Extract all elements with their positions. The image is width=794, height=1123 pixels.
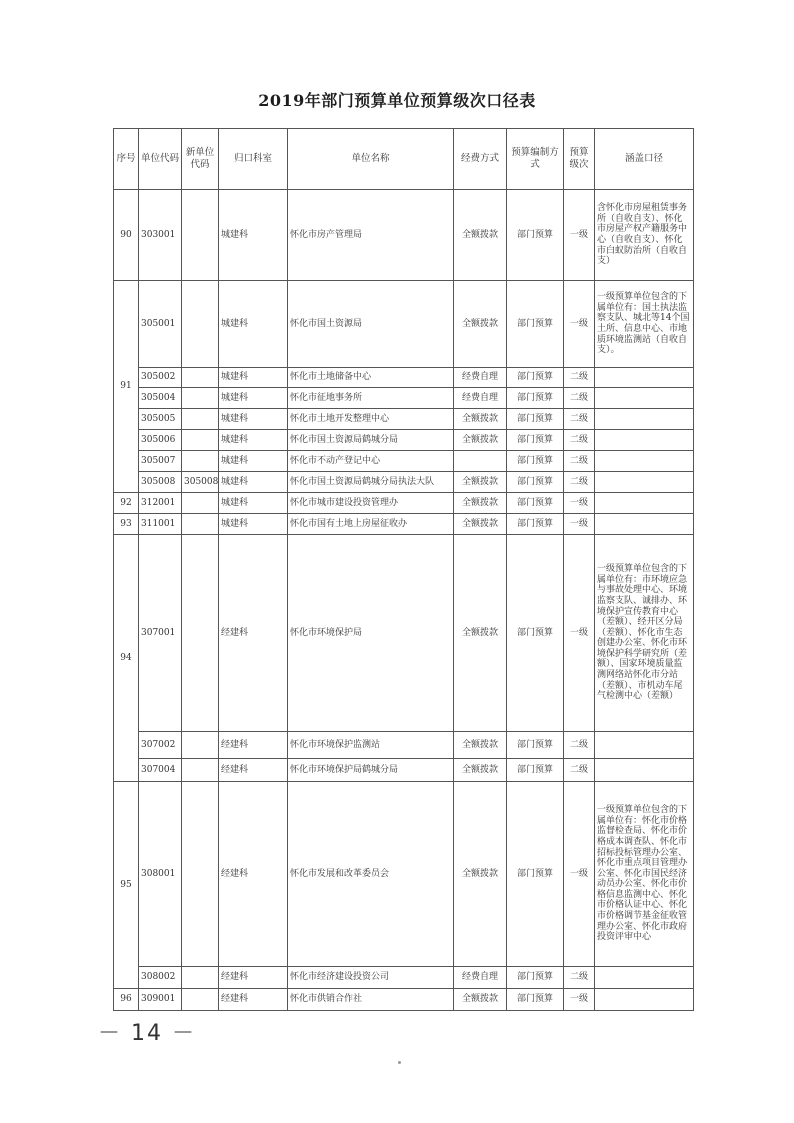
row-unit-code: 307002: [139, 732, 182, 759]
row-fund-method: 经费自理: [454, 967, 507, 989]
row-fund-method: [454, 451, 507, 472]
row-fund-method: 经费自理: [454, 368, 507, 388]
row-coverage: 含怀化市房屋租赁事务所（自收自支）、怀化市房屋产权产籍服务中心（自收自支）、怀化市白蚁防治所（自收自支）: [595, 190, 694, 281]
row-dept: 城建科: [219, 472, 288, 493]
row-unit-code: 312001: [139, 493, 182, 514]
row-new-code: [182, 281, 219, 368]
table-row: [114, 782, 694, 967]
row-unit-name: 怀化市发展和改革委员会: [288, 782, 454, 967]
table-row: [114, 989, 694, 1011]
row-budget-method: 部门预算: [507, 281, 564, 368]
row-dept: 城建科: [219, 451, 288, 472]
row-budget-method: 部门预算: [507, 514, 564, 535]
row-unit-name: 怀化市国有土地上房屋征收办: [288, 514, 454, 535]
row-unit-name: 怀化市经济建设投资公司: [288, 967, 454, 989]
row-new-code: [182, 535, 219, 732]
row-unit-code: 308001: [139, 782, 182, 967]
table-row: [114, 535, 694, 732]
row-unit-name: 怀化市国土资源局鹤城分局: [288, 430, 454, 451]
row-unit-code: 305005: [139, 409, 182, 430]
row-budget-method: 部门预算: [507, 535, 564, 732]
table-row: [114, 190, 694, 281]
row-coverage: [595, 989, 694, 1011]
row-budget-level: 一级: [564, 493, 595, 514]
row-fund-method: 全额拨款: [454, 190, 507, 281]
row-fund-method: 全额拨款: [454, 493, 507, 514]
table-row: [114, 409, 694, 430]
row-new-code: [182, 514, 219, 535]
row-unit-code: 305001: [139, 281, 182, 368]
row-seq: 93: [114, 514, 139, 535]
row-seq: 90: [114, 190, 139, 281]
page-number: － 14 －: [98, 1021, 196, 1046]
row-coverage: [595, 368, 694, 388]
table-row: [114, 430, 694, 451]
row-seq: 92: [114, 493, 139, 514]
row-budget-method: 部门预算: [507, 493, 564, 514]
row-budget-method: 部门预算: [507, 430, 564, 451]
row-new-code: [182, 190, 219, 281]
row-budget-method: 部门预算: [507, 989, 564, 1011]
row-coverage: [595, 430, 694, 451]
row-fund-method: 全额拨款: [454, 472, 507, 493]
row-unit-name: 怀化市土地开发整理中心: [288, 409, 454, 430]
row-dept: 经建科: [219, 535, 288, 732]
row-unit-name: 怀化市土地储备中心: [288, 368, 454, 388]
row-unit-code: 309001: [139, 989, 182, 1011]
table-row: [114, 732, 694, 759]
row-unit-name: 怀化市国土资源局: [288, 281, 454, 368]
row-unit-code: 307004: [139, 759, 182, 782]
row-new-code: [182, 967, 219, 989]
table-row: [114, 967, 694, 989]
row-coverage: [595, 472, 694, 493]
row-dept: 经建科: [219, 989, 288, 1011]
header-unit-code: 单位代码: [139, 129, 182, 190]
row-fund-method: 全额拨款: [454, 514, 507, 535]
row-budget-level: 二级: [564, 759, 595, 782]
header-fund-method: 经费方式: [454, 129, 507, 190]
row-budget-method: 部门预算: [507, 732, 564, 759]
header-unit-name: 单位名称: [288, 129, 454, 190]
row-coverage: [595, 409, 694, 430]
row-fund-method: 全额拨款: [454, 535, 507, 732]
table-row: [114, 368, 694, 388]
row-new-code: 305008: [182, 472, 219, 493]
row-unit-name: 怀化市环境保护监测站: [288, 732, 454, 759]
row-dept: 城建科: [219, 368, 288, 388]
row-budget-method: 部门预算: [507, 368, 564, 388]
row-unit-name: 怀化市不动产登记中心: [288, 451, 454, 472]
row-coverage: 一级预算单位包含的下属单位有：市环境应急与事故处理中心、环境监察支队、诚排办、环境保护宣传教育中心（差额）、经开区分局（差额）、怀化市生态创建办公室、怀化市环境保护科学研究所（差额）、国家环境质量监测网络站怀化市分站（差额）、市机动车尾气检测中心（差额）: [595, 535, 694, 732]
row-budget-method: 部门预算: [507, 190, 564, 281]
header-coverage: 涵盖口径: [595, 129, 694, 190]
table-row: [114, 493, 694, 514]
row-unit-code: 305008: [139, 472, 182, 493]
row-budget-method: 部门预算: [507, 759, 564, 782]
row-budget-level: 一级: [564, 989, 595, 1011]
row-new-code: [182, 409, 219, 430]
row-coverage: [595, 493, 694, 514]
budget-level-table: [113, 128, 694, 1011]
table-header-row: [114, 129, 694, 190]
row-fund-method: 全额拨款: [454, 759, 507, 782]
row-unit-name: 怀化市环境保护局: [288, 535, 454, 732]
table-row: [114, 514, 694, 535]
row-dept: 经建科: [219, 732, 288, 759]
row-new-code: [182, 989, 219, 1011]
row-dept: 经建科: [219, 759, 288, 782]
row-dept: 经建科: [219, 967, 288, 989]
row-budget-level: 二级: [564, 430, 595, 451]
row-unit-name: 怀化市征地事务所: [288, 388, 454, 409]
row-dept: 城建科: [219, 281, 288, 368]
row-budget-level: 一级: [564, 514, 595, 535]
row-budget-method: 部门预算: [507, 472, 564, 493]
row-budget-level: 一级: [564, 281, 595, 368]
row-budget-level: 二级: [564, 451, 595, 472]
row-budget-method: 部门预算: [507, 782, 564, 967]
row-fund-method: 全额拨款: [454, 281, 507, 368]
row-dept: 经建科: [219, 782, 288, 967]
row-unit-name: 怀化市城市建设投资管理办: [288, 493, 454, 514]
table-row: [114, 451, 694, 472]
row-budget-method: 部门预算: [507, 451, 564, 472]
row-unit-code: 305004: [139, 388, 182, 409]
row-budget-level: 一级: [564, 535, 595, 732]
row-new-code: [182, 388, 219, 409]
header-budget-level: 预算级次: [564, 129, 595, 190]
row-seq: 91: [114, 281, 139, 493]
header-new-code: 新单位代码: [182, 129, 219, 190]
row-unit-code: 308002: [139, 967, 182, 989]
row-new-code: [182, 759, 219, 782]
row-budget-level: 二级: [564, 472, 595, 493]
row-budget-level: 一级: [564, 190, 595, 281]
row-coverage: [595, 967, 694, 989]
row-fund-method: 全额拨款: [454, 989, 507, 1011]
row-coverage: [595, 388, 694, 409]
row-budget-level: 二级: [564, 967, 595, 989]
row-budget-level: 二级: [564, 388, 595, 409]
row-unit-name: 怀化市房产管理局: [288, 190, 454, 281]
row-new-code: [182, 430, 219, 451]
row-new-code: [182, 782, 219, 967]
row-new-code: [182, 368, 219, 388]
row-unit-code: 305007: [139, 451, 182, 472]
row-dept: 城建科: [219, 190, 288, 281]
row-coverage: [595, 514, 694, 535]
row-unit-name: 怀化市环境保护局鹤城分局: [288, 759, 454, 782]
row-unit-code: 307001: [139, 535, 182, 732]
row-new-code: [182, 493, 219, 514]
row-new-code: [182, 732, 219, 759]
header-budget-method: 预算编制方式: [507, 129, 564, 190]
row-fund-method: 全额拨款: [454, 430, 507, 451]
table-row: [114, 759, 694, 782]
row-dept: 城建科: [219, 409, 288, 430]
row-coverage: [595, 451, 694, 472]
row-coverage: 一级预算单位包含的下属单位有：怀化市价格监督检查局、怀化市价格成本调查队、怀化市招标投标管理办公室、怀化市重点项目管理办公室、怀化市国民经济动员办公室、怀化市价格信息监测中心、怀化市价格认证中心、怀化市价格调节基金征收管理办公室、怀化市政府投资评审中心: [595, 782, 694, 967]
page-title: 2019年部门预算单位预算级次口径表: [258, 91, 536, 110]
row-budget-method: 部门预算: [507, 967, 564, 989]
row-unit-code: 305002: [139, 368, 182, 388]
row-seq: 95: [114, 782, 139, 989]
row-budget-level: 一级: [564, 782, 595, 967]
row-seq: 96: [114, 989, 139, 1011]
row-new-code: [182, 451, 219, 472]
row-fund-method: 全额拨款: [454, 732, 507, 759]
row-unit-name: 怀化市供销合作社: [288, 989, 454, 1011]
header-seq: 序号: [114, 129, 139, 190]
row-dept: 城建科: [219, 388, 288, 409]
row-coverage: 一级预算单位包含的下属单位有：国土执法监察支队、城北等14个国土所、信息中心、市地质环境监测站（自收自支）。: [595, 281, 694, 368]
row-dept: 城建科: [219, 430, 288, 451]
row-budget-level: 二级: [564, 409, 595, 430]
row-budget-method: 部门预算: [507, 388, 564, 409]
row-dept: 城建科: [219, 493, 288, 514]
scan-speck: [398, 1061, 401, 1064]
row-unit-code: 303001: [139, 190, 182, 281]
table-row: [114, 281, 694, 368]
row-fund-method: 经费自理: [454, 388, 507, 409]
header-dept: 归口科室: [219, 129, 288, 190]
row-budget-level: 二级: [564, 732, 595, 759]
row-unit-code: 311001: [139, 514, 182, 535]
row-unit-name: 怀化市国土资源局鹤城分局执法大队: [288, 472, 454, 493]
table-row: [114, 388, 694, 409]
row-fund-method: 全额拨款: [454, 782, 507, 967]
row-dept: 城建科: [219, 514, 288, 535]
table-row: [114, 472, 694, 493]
row-unit-code: 305006: [139, 430, 182, 451]
row-coverage: [595, 759, 694, 782]
row-coverage: [595, 732, 694, 759]
row-budget-method: 部门预算: [507, 409, 564, 430]
row-budget-level: 二级: [564, 368, 595, 388]
row-seq: 94: [114, 535, 139, 782]
row-fund-method: 全额拨款: [454, 409, 507, 430]
